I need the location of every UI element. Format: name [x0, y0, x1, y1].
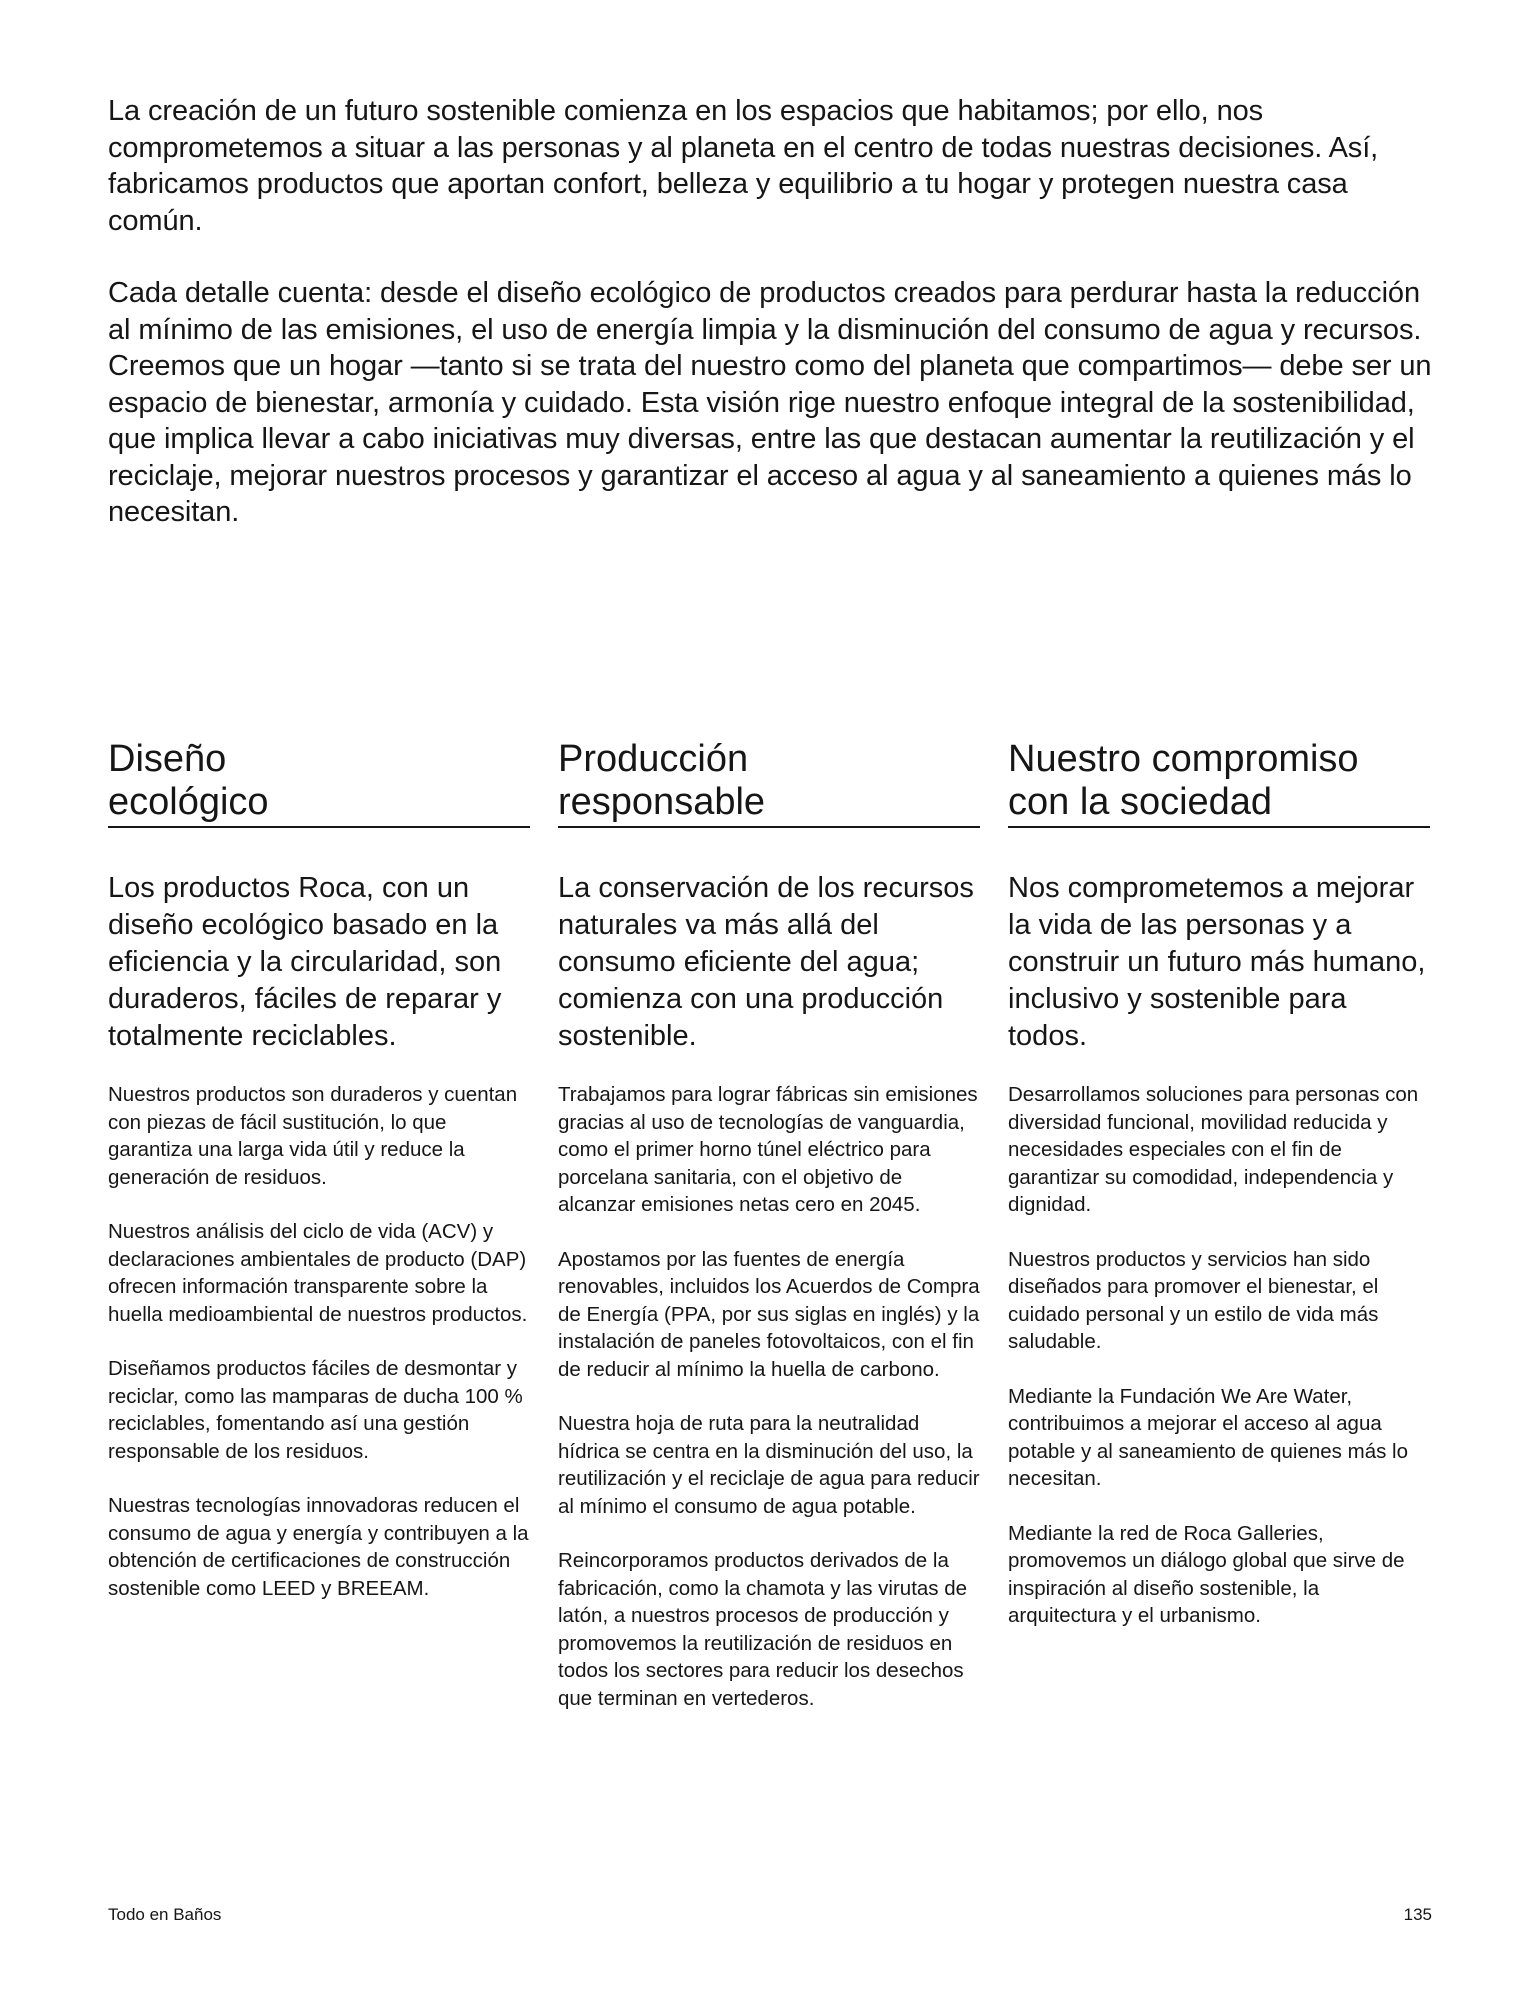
column-body [1008, 1081, 1430, 1630]
body-paragraph: Nuestros análisis del ciclo de vida (ACV) y declaraciones ambientales de producto (DAP) ofrecen información transparente sobre la huella medioambiental de nuestros productos. [108, 1220, 528, 1326]
column-eco-design [108, 738, 530, 1739]
column-responsible-production [558, 738, 980, 1739]
body-paragraph: Nuestra hoja de ruta para la neutralidad hídrica se centra en la disminución del uso, la reutilización y el reciclaje de agua para reducir al mínimo el consumo de agua potable. [558, 1412, 980, 1518]
body-paragraph: Mediante la Fundación We Are Water, contribuimos a mejorar el acceso al agua potable y al saneamiento de quienes más lo necesitan. [1008, 1384, 1409, 1490]
column-divider [108, 826, 530, 828]
body-paragraph: Mediante la red de Roca Galleries, promovemos un diálogo global que sirve de inspiración al diseño sostenible, la arquitectura y el urbanismo. [1008, 1521, 1405, 1627]
pillars-columns [108, 738, 1430, 1739]
footer-page-number: 135 [1403, 1905, 1432, 1924]
intro-paragraph-1: La creación de un futuro sostenible comienza en los espacios que habitamos; por ello, nos comprometemos a situar a las personas y al planeta en el centro de todas nuestras decisiones. Así, fabricamos productos que aportan confort, belleza y equilibrio a tu hogar y protegen nuestra casa común. [108, 95, 1379, 237]
body-paragraph: Diseñamos productos fáciles de desmontar y reciclar, como las mamparas de ducha 100 % reciclables, fomentando así una gestión responsable de los residuos. [108, 1357, 523, 1463]
column-body [558, 1081, 980, 1712]
body-paragraph: Apostamos por las fuentes de energía renovables, incluidos los Acuerdos de Compra de Energía (PPA, por sus siglas en inglés) y la instalación de paneles fotovoltaicos, con el fin de reducir al mínimo la huella de carbono. [558, 1247, 980, 1381]
column-title: Producción responsable [558, 738, 766, 823]
body-paragraph: Nuestros productos son duraderos y cuentan con piezas de fácil sustitución, lo que garantiza una larga vida útil y reduce la generación de residuos. [108, 1083, 518, 1189]
column-title: Diseño ecológico [108, 738, 269, 823]
column-divider [558, 826, 980, 828]
body-paragraph: Trabajamos para lograr fábricas sin emisiones gracias al uso de tecnologías de vanguardia, como el primer horno túnel eléctrico para porcelana sanitaria, con el objetivo de alcanzar emisiones netas cero en 2045. [558, 1083, 978, 1216]
body-paragraph: Reincorporamos productos derivados de la fabricación, como la chamota y las virutas de latón, a nuestros procesos de producción y promovemos la reutilización de residuos en todos los sectores para reducir los desechos que terminan en vertederos. [558, 1549, 968, 1710]
intro-paragraph-2: Cada detalle cuenta: desde el diseño ecológico de productos creados para perdurar hasta la reducción al mínimo de las emisiones, el uso de energía limpia y la disminución del consumo de agua y recursos. Creemos que un hogar —tanto si se trata del nuestro como del planeta que compartimos— debe ser un espacio de bienestar, armonía y cuidado. Esta visión rige nuestro enfoque integral de la sostenibilidad, que implica llevar a cabo iniciativas muy diversas, entre las que destacan aumentar la reutilización y el reciclaje, mejorar nuestros procesos y garantizar el acceso al agua y al saneamiento a quienes más lo necesitan. [108, 277, 1432, 528]
column-lead: Nos comprometemos a mejorar la vida de las personas y a construir un futuro más humano, inclusivo y sostenible para todos. [1008, 872, 1426, 1052]
footer-publication-name: Todo en Baños [108, 1905, 222, 1924]
column-lead: Los productos Roca, con un diseño ecológico basado en la eficiencia y la circularidad, son duraderos, fáciles de reparar y totalmente reciclables. [108, 872, 502, 1052]
column-divider [1008, 826, 1430, 828]
body-paragraph: Nuestras tecnologías innovadoras reducen el consumo de agua y energía y contribuyen a la obtención de certificaciones de construcción sostenible como LEED y BREEAM. [108, 1494, 529, 1600]
column-social-commitment [1008, 738, 1430, 1739]
body-paragraph: Desarrollamos soluciones para personas con diversidad funcional, movilidad reducida y necesidades especiales con el fin de garantizar su comodidad, independencia y dignidad. [1008, 1083, 1419, 1216]
column-title: Nuestro compromiso con la sociedad [1008, 738, 1359, 823]
body-paragraph: Nuestros productos y servicios han sido diseñados para promover el bienestar, el cuidado personal y un estilo de vida más saludable. [1008, 1247, 1379, 1353]
column-lead: La conservación de los recursos naturales va más allá del consumo eficiente del agua; comienza con una producción sostenible. [558, 872, 974, 1052]
intro-section [108, 93, 1438, 567]
column-body [108, 1081, 530, 1602]
